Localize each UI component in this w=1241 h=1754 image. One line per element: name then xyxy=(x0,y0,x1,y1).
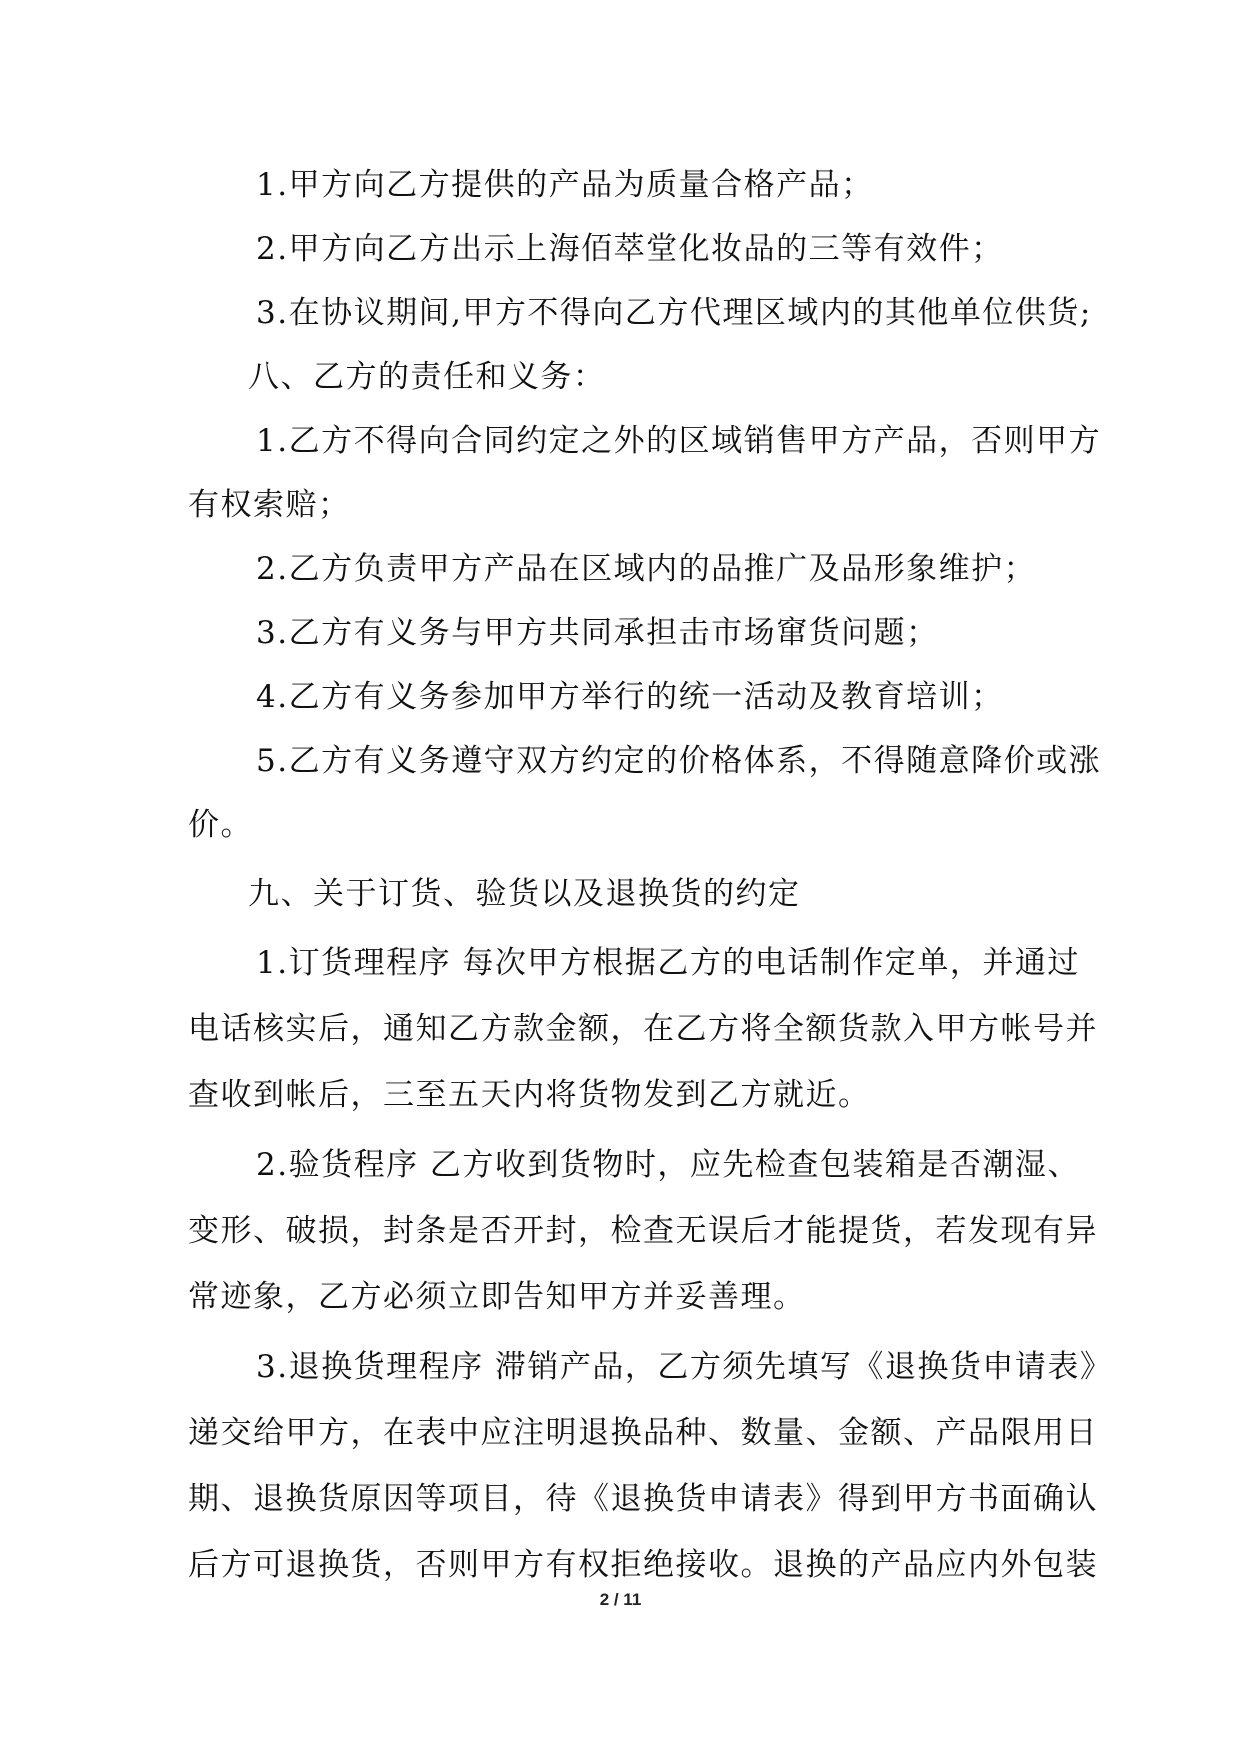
paragraph-line: 2.验货程序 乙方收到货物时，应先检查包装箱是否潮湿、 xyxy=(256,1147,1080,1183)
paragraph-line: 价。 xyxy=(188,807,253,843)
paragraph-line: 期、退换货原因等项目，待《退换货申请表》得到甲方书面确认 xyxy=(188,1481,1098,1517)
section-heading: 九、关于订货、验货以及退换货的约定 xyxy=(248,876,801,912)
paragraph-line: 变形、破损，封条是否开封，检查无误后才能提货，若发现有异 xyxy=(188,1213,1098,1249)
page-number: 2 / 11 xyxy=(599,1590,642,1609)
section-heading: 八、乙方的责任和义务： xyxy=(248,359,606,395)
paragraph-line: 递交给甲方，在表中应注明退换品种、数量、金额、产品限用日 xyxy=(188,1415,1098,1451)
paragraph-line: 1.订货理程序 每次甲方根据乙方的电话制作定单，并通过 xyxy=(256,945,1080,981)
paragraph-line: 1.甲方向乙方提供的产品为质量合格产品； xyxy=(256,167,874,203)
paragraph-line: 电话核实后，通知乙方款金额，在乙方将全额货款入甲方帐号并 xyxy=(188,1011,1098,1047)
paragraph-line: 常迹象，乙方必须立即告知甲方并妥善理。 xyxy=(188,1279,806,1315)
paragraph-line: 3.退换货理程序 滞销产品，乙方须先填写《退换货申请表》 xyxy=(256,1349,1113,1385)
paragraph-line: 4.乙方有义务参加甲方举行的统一活动及教育培训； xyxy=(256,679,1004,715)
paragraph-line: 3.在协议期间,甲方不得向乙方代理区域内的其他单位供货; xyxy=(256,295,1092,331)
paragraph-line: 3.乙方有义务与甲方共同承担击市场窜货问题； xyxy=(256,615,939,651)
paragraph-line: 2.乙方负责甲方产品在区域内的品推广及品形象维护； xyxy=(256,551,1037,587)
paragraph-line: 2.甲方向乙方出示上海佰萃堂化妆品的三等有效件； xyxy=(256,231,1004,267)
paragraph-line: 有权索赔； xyxy=(188,487,351,523)
paragraph-line: 查收到帐后，三至五天内将货物发到乙方就近。 xyxy=(188,1077,871,1113)
paragraph-line: 后方可退换货，否则甲方有权拒绝接收。退换的产品应内外包装 xyxy=(188,1547,1098,1583)
paragraph-line: 1.乙方不得向合同约定之外的区域销售甲方产品，否则甲方 xyxy=(256,423,1102,459)
paragraph-line: 5.乙方有义务遵守双方约定的价格体系，不得随意降价或涨 xyxy=(256,743,1102,779)
